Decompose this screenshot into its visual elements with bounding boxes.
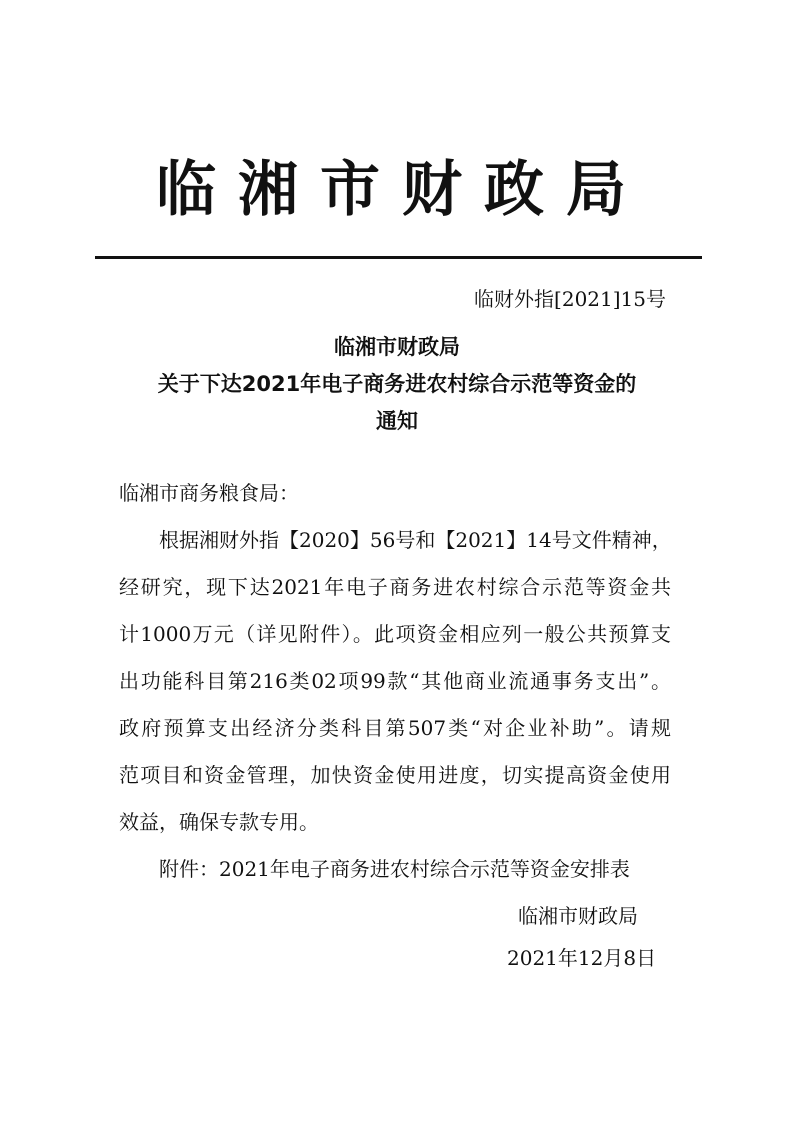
letterhead-divider <box>95 256 702 259</box>
attachment-note: 附件：2021年电子商务进农村综合示范等资金安排表 <box>119 857 630 881</box>
body-line: 经研究，现下达2021年电子商务进农村综合示范等资金共 <box>119 575 671 599</box>
body-line: 出功能科目第216类02项99款“其他商业流通事务支出”。 <box>119 669 671 693</box>
body-line: 政府预算支出经济分类科目第507类“对企业补助”。请规 <box>119 716 671 740</box>
addressee: 临湘市商务粮食局： <box>119 481 299 505</box>
body-line: 范项目和资金管理，加快资金使用进度，切实提高资金使用 <box>119 763 671 787</box>
signature-date: 2021年12月8日 <box>507 946 657 970</box>
letterhead-organization: 临湘市财政局 <box>156 155 648 225</box>
body-line: 根据湘财外指【2020】56号和【2021】14号文件精神， <box>119 528 672 552</box>
signature-issuer: 临湘市财政局 <box>518 904 638 928</box>
body-line: 效益，确保专款专用。 <box>119 810 319 834</box>
title-line-3: 通知 <box>376 409 418 433</box>
title-line-1: 临湘市财政局 <box>334 335 460 359</box>
document-number: 临财外指[2021]15号 <box>474 287 666 311</box>
body-line: 计1000万元（详见附件）。此项资金相应列一般公共预算支 <box>119 622 671 646</box>
title-line-2: 关于下达2021年电子商务进农村综合示范等资金的 <box>157 372 637 396</box>
